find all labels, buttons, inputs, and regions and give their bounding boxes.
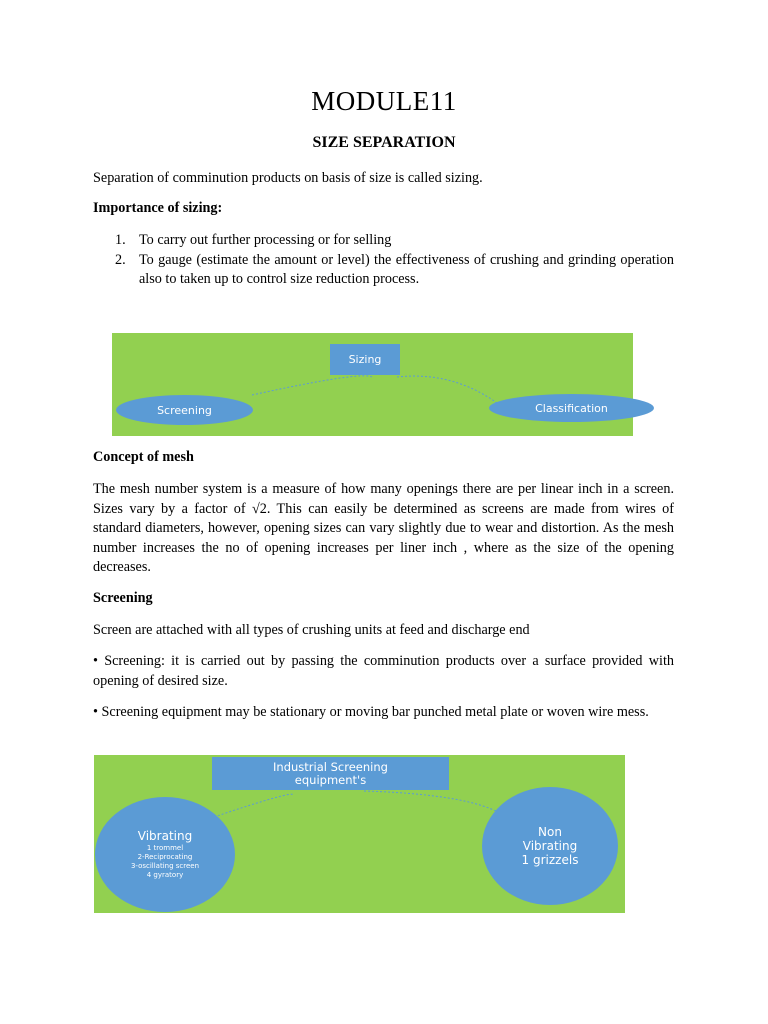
- screening-bullet-2: • Screening equipment may be stationary or moving bar punched metal plate or woven wire mess.: [93, 704, 649, 720]
- list-item: [93, 231, 674, 251]
- vibrating-item: 1 trommel: [146, 844, 184, 852]
- non-vibrating-line-3: 1 grizzels: [521, 853, 579, 867]
- vibrating-item: 4 gyratory: [146, 871, 184, 879]
- screening-equipment-diagram: [94, 755, 625, 913]
- vibrating-oval: [95, 797, 235, 912]
- classification-label: Classification: [535, 401, 608, 415]
- box-line-2: equipment's: [294, 772, 367, 787]
- list-number: 1.: [115, 232, 126, 248]
- list-number: 2.: [115, 251, 126, 268]
- vibrating-item: 2-Reciprocating: [137, 853, 193, 861]
- intro-paragraph: Separation of comminution products on basis of size is called sizing.: [93, 170, 483, 186]
- screening-heading: Screening: [93, 590, 153, 606]
- sizing-box: Sizing: [330, 344, 400, 375]
- page-title: MODULE11: [311, 86, 457, 116]
- mesh-heading: Concept of mesh: [93, 449, 194, 465]
- list-item-text: To carry out further processing or for selling: [139, 232, 392, 248]
- vibrating-title: Vibrating: [137, 829, 193, 843]
- screening-oval: [116, 395, 253, 425]
- vibrating-item: 3-oscillating screen: [130, 862, 200, 870]
- classification-oval: [489, 394, 654, 422]
- non-vibrating-oval: [482, 787, 618, 905]
- importance-heading: Importance of sizing:: [93, 200, 223, 216]
- mesh-paragraph: The mesh number system is a measure of how many openings there are per linear inch in a screen. Sizes vary by a factor of √2. This can easily be determined as screens are made from wires of standard diameters, however, opening sizes can vary slightly due to wear and distortion. As the mesh number increases the no of opening increases per liner inch , where as the size of the opening decreases.: [93, 481, 674, 576]
- box-line-1: Industrial Screening: [273, 759, 388, 774]
- screening-label: Screening: [157, 403, 212, 417]
- importance-list: [93, 231, 674, 290]
- sizing-diagram: [112, 333, 633, 436]
- list-item-text: To gauge (estimate the amount or level) the effectiveness of crushing and grinding operation also to taken up to control size reduction process.: [139, 251, 674, 288]
- industrial-screening-box: [212, 757, 449, 790]
- section-title: SIZE SEPARATION: [312, 134, 456, 151]
- screening-bullet-1: • Screening: it is carried out by passing the comminution products over a surface provided with opening of desired size.: [93, 653, 674, 689]
- non-vibrating-line-1: Non: [538, 825, 562, 839]
- non-vibrating-line-2: Vibrating: [522, 839, 578, 853]
- list-item: [93, 251, 674, 290]
- screening-paragraph: Screen are attached with all types of crushing units at feed and discharge end: [93, 622, 530, 638]
